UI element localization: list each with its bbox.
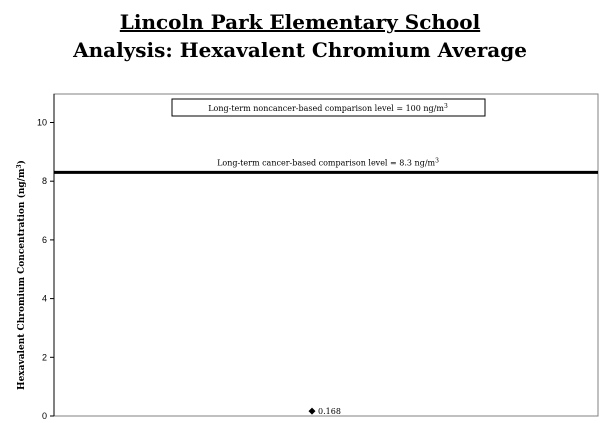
y-tick-label: 6 (41, 234, 47, 245)
data-label: 0.168 (318, 407, 341, 417)
y-tick-label: 10 (36, 117, 47, 128)
cancer-reference-label: Long-term cancer-based comparison level = 8.3 $ng/m^3$ (217, 157, 439, 168)
y-tick-label: 2 (41, 352, 47, 363)
plot-border (54, 94, 598, 416)
y-tick-label: 8 (41, 176, 47, 187)
y-axis-label: Hexavalent Chromium Concentration $(ng/m^3)$ (16, 160, 27, 390)
data-point (309, 408, 316, 415)
y-tick-label: 4 (41, 293, 47, 304)
plot-area (16, 94, 598, 421)
chart-title: Lincoln Park Elementary School (119, 10, 481, 34)
noncancer-label: Long-term noncancer-based comparison level = 100 $ng/m^3$ (208, 103, 448, 113)
y-tick-label: 0 (41, 411, 47, 421)
chart-subtitle: Analysis: Hexavalent Chromium Average (73, 38, 527, 62)
